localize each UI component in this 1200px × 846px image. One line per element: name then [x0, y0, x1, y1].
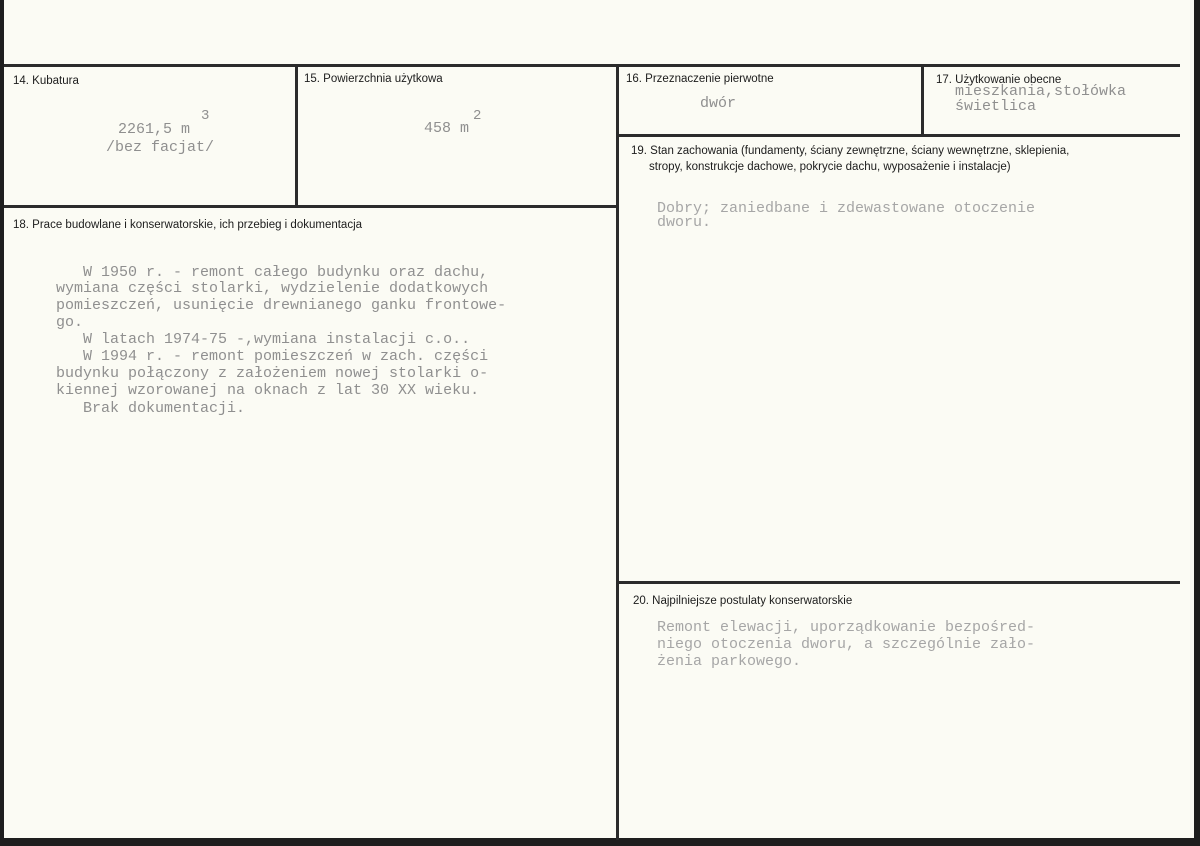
card-left-edge: [0, 0, 4, 846]
field-17-line: świetlica: [955, 98, 1037, 115]
field-20-line: Remont elewacji, uporządkowanie bezpośred-: [657, 619, 1036, 636]
field-17-line: mieszkania,stołówka: [955, 83, 1127, 100]
card-right-edge: [1194, 0, 1200, 846]
field-16-value: dwór: [700, 95, 737, 112]
rule-above-20: [617, 581, 1180, 584]
field-18-line: budynku połączony z założeniem nowej stolarki o-: [56, 365, 489, 382]
field-19-label-line-1: 19. Stan zachowania (fundamenty, ściany zewnętrzne, ściany wewnętrzne, sklepienia,: [631, 145, 1070, 157]
divider-main: [616, 64, 619, 840]
field-18-label: 18. Prace budowlane i konserwatorskie, ich przebieg i dokumentacja: [13, 219, 363, 231]
field-17-label: 17. Użytkowanie obecne: [936, 74, 1062, 86]
field-18-line: go.: [56, 314, 84, 331]
field-20-line: niego otoczenia dworu, a szczególnie zało-: [657, 636, 1036, 653]
divider-14-15: [295, 64, 298, 206]
divider-16-17: [921, 64, 924, 135]
field-14-value: 2261,5 m: [118, 121, 191, 138]
field-15-value: 458 m: [424, 120, 470, 137]
field-14-note: /bez facjat/: [106, 139, 215, 156]
field-18-line: Brak dokumentacji.: [56, 400, 246, 417]
card-bottom-edge: [0, 838, 1200, 846]
field-18-line: W 1950 r. - remont całego budynku oraz dachu,: [56, 264, 489, 281]
top-rule: [4, 64, 1180, 67]
field-14-unit-exponent: 3: [201, 108, 210, 124]
field-20-line: żenia parkowego.: [657, 653, 802, 670]
field-15-label: 15. Powierzchnia użytkowa: [304, 73, 443, 85]
field-19-label-line-2: stropy, konstrukcje dachowe, pokrycie dachu, wyposażenie i instalacje): [649, 161, 1011, 173]
field-18-line: wymiana części stolarki, wydzielenie dodatkowych: [56, 280, 489, 297]
rule-under-16-17: [617, 134, 1180, 137]
field-16-label: 16. Przeznaczenie pierwotne: [626, 73, 774, 85]
field-20-label: 20. Najpilniejsze postulaty konserwatorskie: [633, 595, 853, 607]
field-18-line: kiennej wzorowanej na oknach z lat 30 XX wieku.: [56, 382, 480, 399]
field-19-line: Dobry; zaniedbane i zdewastowane otoczenie: [657, 200, 1036, 217]
field-18-line: W 1994 r. - remont pomieszczeń w zach. części: [56, 348, 489, 365]
field-18-line: pomieszczeń, usunięcie drewnianego ganku frontowe-: [56, 297, 507, 314]
field-14-label: 14. Kubatura: [13, 75, 79, 87]
field-19-line: dworu.: [657, 214, 712, 231]
field-18-line: W latach 1974-75 -,wymiana instalacji c.o..: [56, 331, 471, 348]
rule-under-14-15: [4, 205, 618, 208]
field-15-unit-exponent: 2: [473, 108, 482, 124]
